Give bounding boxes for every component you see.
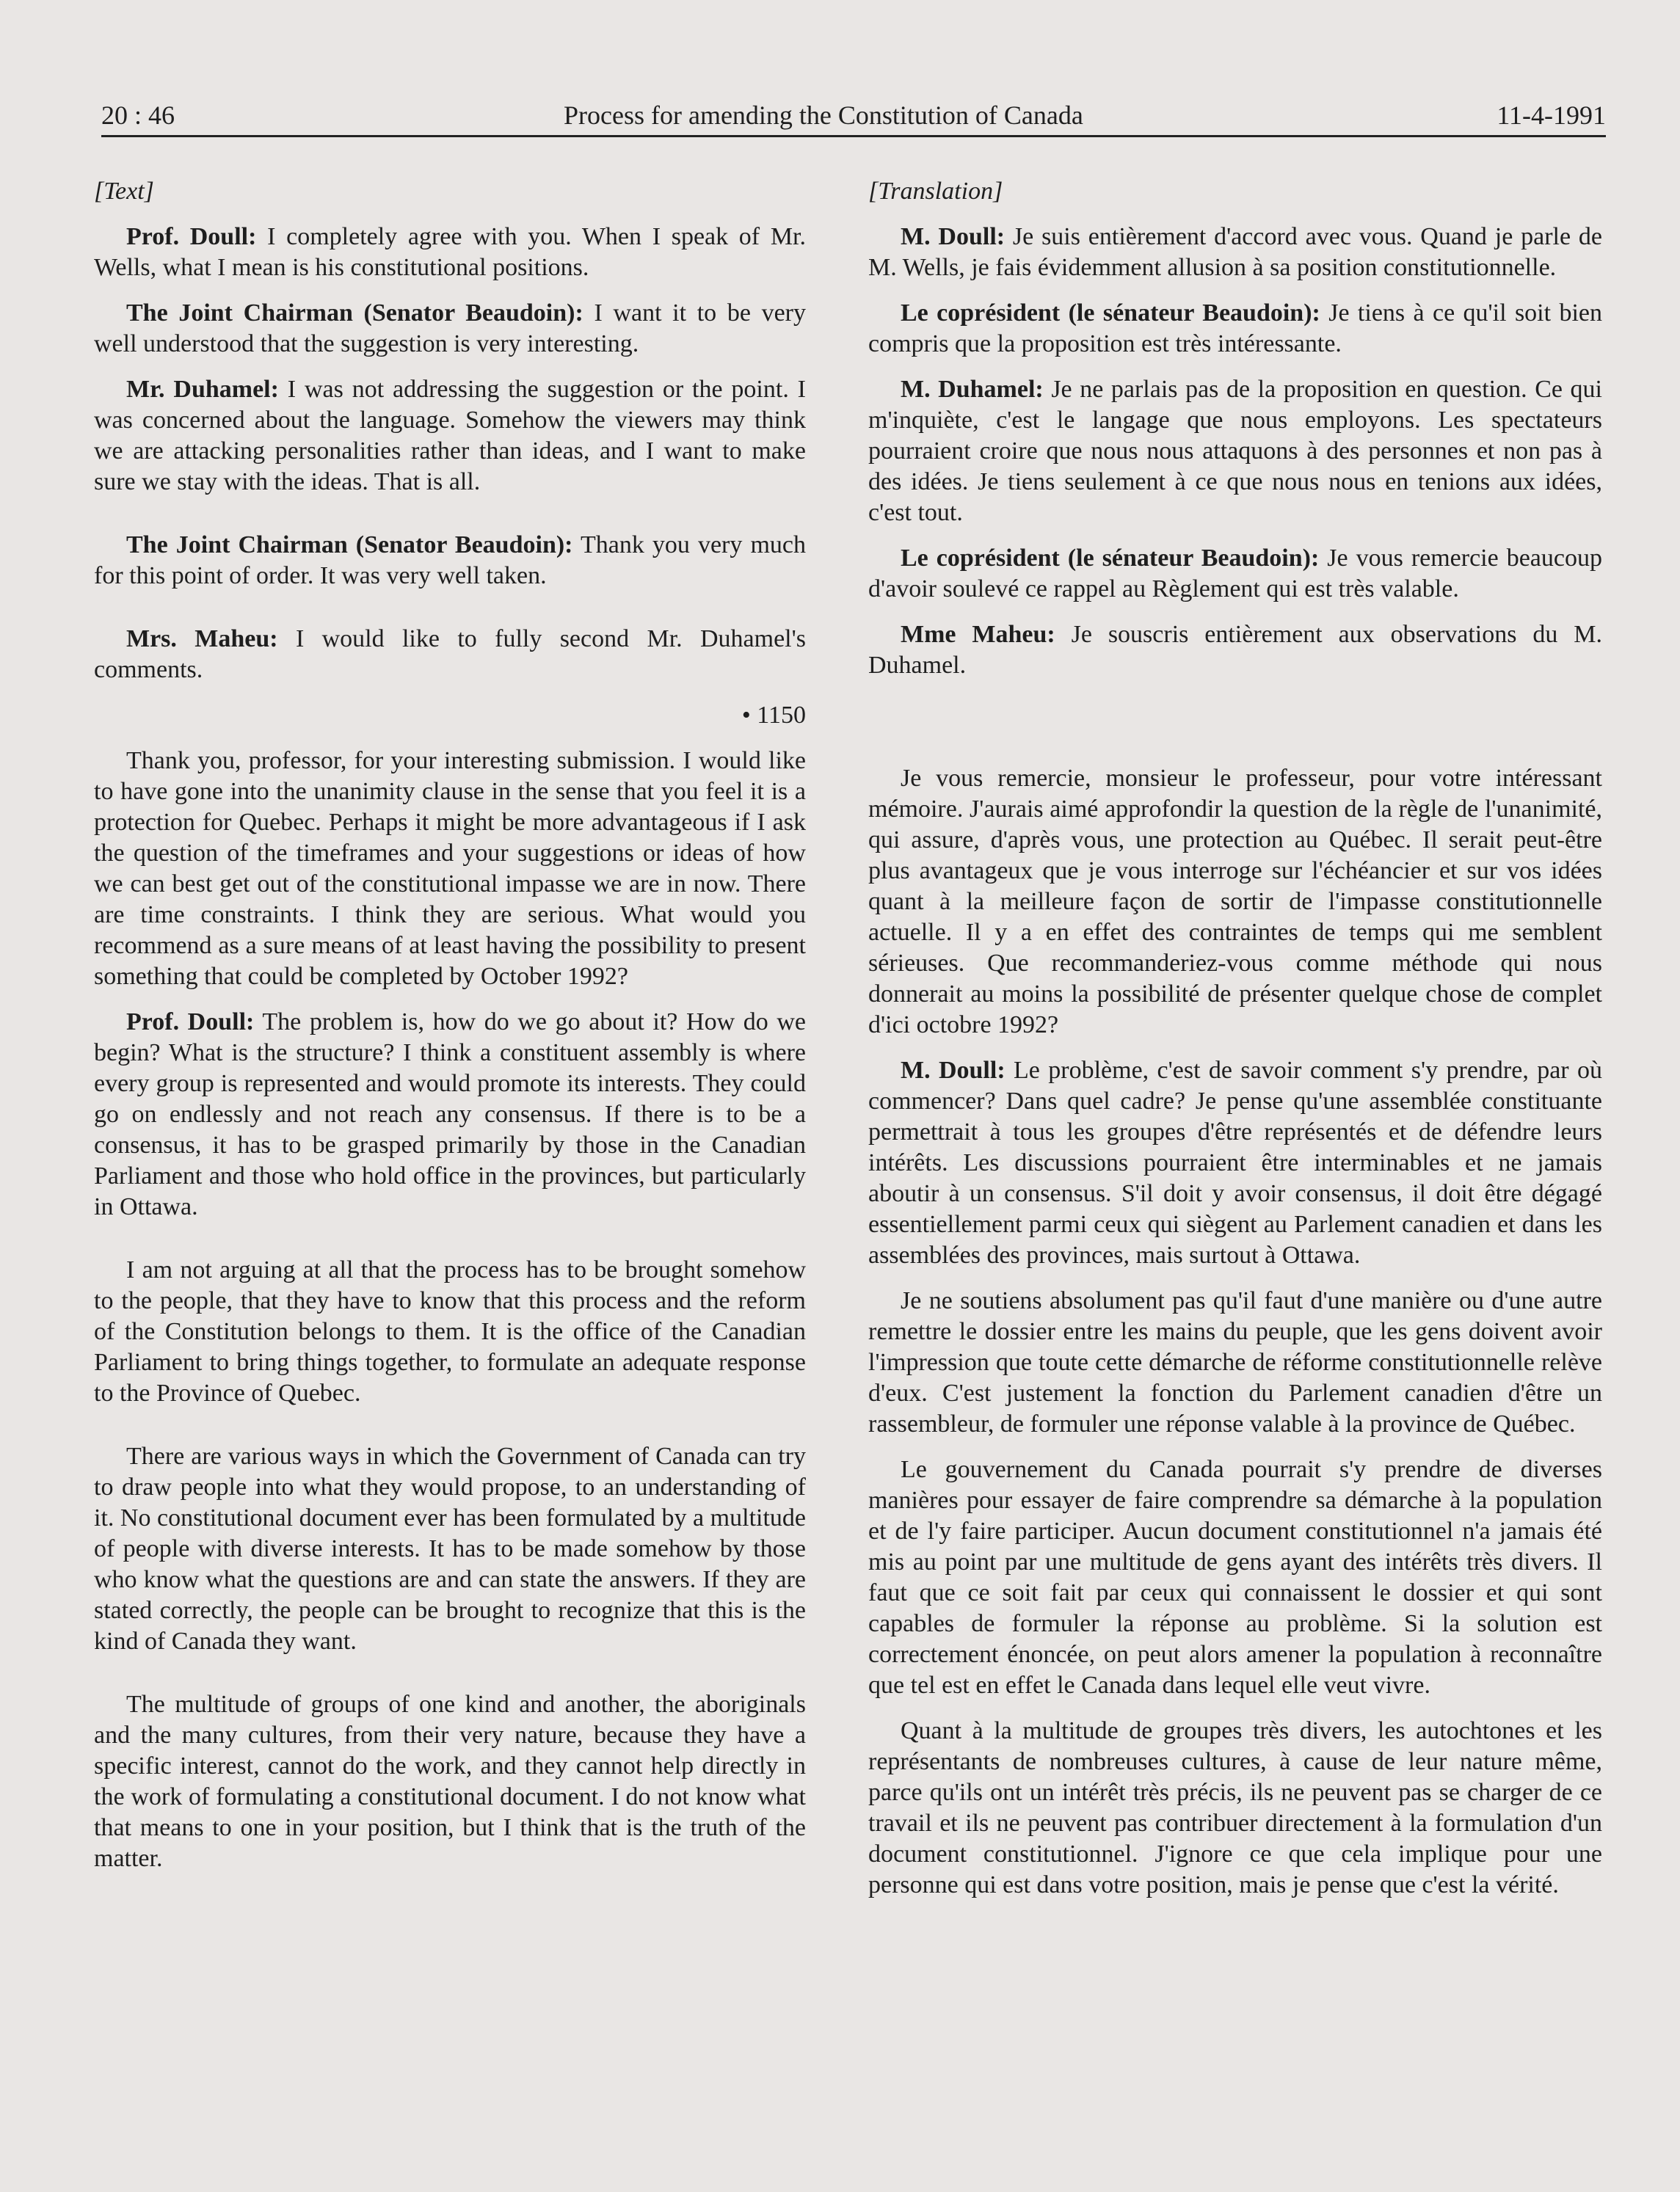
sitting-date: 11-4-1991 [1497, 101, 1606, 130]
paragraph: Je ne soutiens absolument pas qu'il faut d'une manière ou d'une autre remettre le dossier entre les mains du peuple, que les gens doivent avoir l'impression que toute cette démarche de réforme constitutionnelle relève d'eux. C'est justement la fonction du Parlement canadien d'être un rassembleur, de formuler une réponse valable à la province de Québec. [868, 1287, 1602, 1438]
paragraph [868, 1055, 1602, 1271]
speaker-name: Mme Maheu: [901, 621, 1055, 648]
paragraph: I am not arguing at all that the process has to be brought somehow to the people, that they have to know that this process and the reform of the Constitution belongs to them. It is the office of the Canadian Parliament to bring things together, to formulate an adequate response to the Province of Quebec. [94, 1256, 806, 1407]
speech-text: The problem is, how do we go about it? How do we begin? What is the structure? I think a constituent assembly is where every group is represented and would promote its interests. They could go on endlessly and not reach any consensus. If there is to be a consensus, it has to be grasped primarily by those in the Canadian Parliament and those who hold office in the provinces, but particularly in Ottawa. [94, 1008, 807, 1220]
speaker-name: The Joint Chairman (Senator Beaudoin): [126, 531, 573, 558]
speaker-name: The Joint Chairman (Senator Beaudoin): [126, 299, 583, 327]
speaker-name: Prof. Doull: [126, 223, 257, 250]
speaker-name: M. Doull: [901, 223, 1006, 250]
speech-text: Le problème, c'est de savoir comment s'y prendre, par où commencer? Dans quel cadre? Je pense qu'une assemblée constituante permettrait à tous les groupes d'être représentés et de défendre leurs intérêts. Les discussions pourraient être interminables et ne jamais aboutir à un consensus. S'il doit y avoir consensus, il doit être dégagé essentiellement parmi ceux qui siègent au Parlement canadien et dans les assemblées des provinces, mais surtout à Ottawa. [868, 1057, 1602, 1269]
speaker-name: Prof. Doull: [126, 1008, 255, 1035]
speech-text: I want it to be very well understood that the suggestion is very interesting. [94, 299, 806, 357]
speech-text: Je suis entièrement d'accord avec vous. Quand je parle de M. Wells, je fais évidemment allusion à sa position constitutionnelle. [868, 223, 1602, 281]
column-spacer [868, 696, 1602, 763]
speech-text: Thank you very much for this point of order. It was very well taken. [94, 531, 806, 589]
paragraph: There are various ways in which the Government of Canada can try to draw people into what they would propose, to an understanding of it. No constitutional document ever has been formulated by a multitude of people with diverse interests. It has to be made somehow by those who know what the questions are and can state the answers. If they are stated correctly, the people can be brought to recognize that this is the kind of Canada they want. [94, 1443, 806, 1655]
running-title: Process for amending the Constitution of Canada [564, 101, 1083, 130]
paragraph [94, 624, 806, 685]
column-label: [Translation] [868, 178, 1003, 205]
running-header [101, 98, 1606, 137]
paragraph: The multitude of groups of one kind and another, the aboriginals and the many cultures, from their very nature, because they have a specific interest, cannot do the work, and they cannot help directly in the work of formulating a constitutional document. I do not know what that means to one in your position, but I think that is the truth of the matter. [94, 1691, 806, 1872]
speaker-name: Mr. Duhamel: [126, 376, 279, 403]
column-label: [Text] [94, 178, 154, 205]
speaker-name: Mrs. Maheu: [126, 625, 278, 652]
speech-text: I was not addressing the suggestion or the point. I was concerned about the language. Somehow the viewers may think we are attacking personalities rather than ideas, and I want to make sure we stay with the ideas. That is all. [94, 376, 806, 495]
paragraph: Quant à la multitude de groupes très divers, les autochtones et les représentants de nombreuses cultures, à cause de leur nature même, parce qu'ils ont un intérêt très précis, ils ne peuvent pas se charger de ce travail et ils ne peuvent pas contribuer directement à la formulation d'un document constitutionnel. J'ignore ce que cela implique pour une personne qui est dans votre position, mais je pense que c'est la vérité. [868, 1717, 1602, 1898]
paragraph [94, 298, 806, 360]
paragraph [868, 374, 1602, 528]
speaker-name: M. Duhamel: [901, 376, 1044, 403]
time-marker: • 1150 [741, 702, 806, 729]
page-folio: 20 : 46 [101, 101, 175, 130]
speech-text: Je souscris entièrement aux observations du M. Duhamel. [868, 621, 1602, 679]
speech-text: Je tiens à ce qu'il soit bien compris que la proposition est très intéressante. [868, 299, 1602, 357]
paragraph [868, 222, 1602, 283]
speaker-name: M. Doull: [901, 1057, 1006, 1084]
paragraph [94, 374, 806, 498]
paragraph [94, 1007, 806, 1223]
paragraph: Je vous remercie, monsieur le professeur, pour votre intéressant mémoire. J'aurais aimé approfondir la question de la règle de l'unanimité, qui assure, d'après vous, une protection au Québec. Il serait peut-être plus avantageux que je vous interroge sur l'échéancier et sur vos idées quant à la meilleure façon de sortir de l'impasse constitutionnelle actuelle. Il y a en effet des contraintes de temps qui me semblent sérieuses. Que recommanderiez-vous comme méthode qui nous donnerait au moins la possibilité de présenter quelque chose de complet d'ici octobre 1992? [868, 765, 1602, 1038]
speech-text: Je ne parlais pas de la proposition en question. Ce qui m'inquiète, c'est le langage que nous employons. Les spectateurs pourraient croire que nous nous attaquons à des personnes et non pas à des idées. Je tiens seulement à ce que nous nous en tenions aux idées, c'est tout. [868, 376, 1602, 526]
speech-text: Je vous remercie beaucoup d'avoir soulevé ce rappel au Règlement qui est très valable. [868, 545, 1602, 602]
paragraph [868, 298, 1602, 360]
paragraph [868, 543, 1602, 605]
speaker-name: Le coprésident (le sénateur Beaudoin): [901, 545, 1320, 572]
speech-text: I completely agree with you. When I speak of Mr. Wells, what I mean is his constitutional positions. [94, 223, 806, 281]
paragraph: Le gouvernement du Canada pourrait s'y prendre de diverses manières pour essayer de faire comprendre sa démarche à la population et de l'y faire participer. Aucun document constitutionnel n'a jamais été mis au point par une multitude de gens ayant des intérêts très divers. Il faut que ce soit fait par ceux qui connaissent le dossier et qui sont capables de formuler la réponse au problème. Si la solution est correctement énoncée, on peut alors amener la population à reconnaître que tel est en effet le Canada dans lequel elle veut vivre. [868, 1456, 1602, 1699]
speech-text: I would like to fully second Mr. Duhamel's comments. [94, 625, 806, 683]
paragraph [868, 619, 1602, 681]
speaker-name: Le coprésident (le sénateur Beaudoin): [901, 299, 1320, 327]
paragraph: Thank you, professor, for your interesting submission. I would like to have gone into the unanimity clause in the sense that you feel it is a protection for Quebec. Perhaps it might be more advantageous if I ask the question of the timeframes and your suggestions or ideas of how we can best get out of the constitutional impasse we are in now. There are time constraints. I think they are serious. What would you recommend as a sure means of at least having the possibility to present something that could be completed by October 1992? [94, 747, 806, 990]
paragraph [94, 530, 806, 591]
paragraph [94, 222, 806, 283]
english-column [94, 176, 806, 1889]
french-column [868, 176, 1602, 1915]
